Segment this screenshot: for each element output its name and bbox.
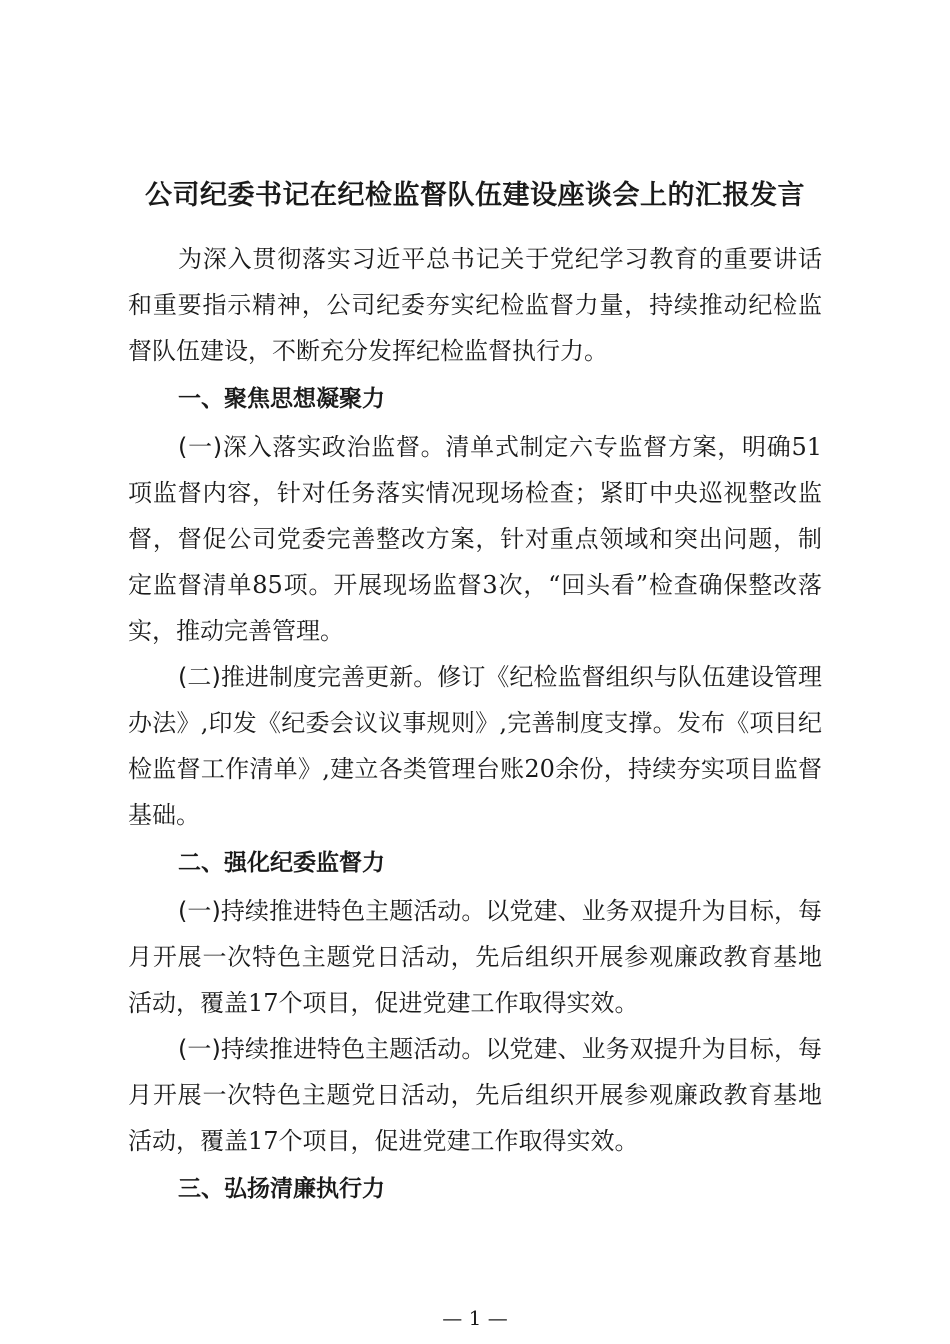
page-number: — 1 — <box>442 1306 508 1330</box>
document-title: 公司纪委书记在纪检监督队伍建设座谈会上的汇报发言 <box>145 180 805 211</box>
section-1-item-2 <box>128 654 822 838</box>
section-2-item-1 <box>128 888 822 1026</box>
item-lead: (一)深入落实政治监督。 <box>178 433 446 461</box>
item-text: 修订《纪检监督组织与队伍建设管理办法》,印发《纪委会议议事规则》,完善制度支撑。发布《项目纪检监督工作清单》,建立各类管理台账20余份，持续夯实项目监督基础。 <box>128 663 822 829</box>
intro-paragraph: 为深入贯彻落实习近平总书记关于党纪学习教育的重要讲话和重要指示精神，公司纪委夯实纪检监督力量，持续推动纪检监督队伍建设，不断充分发挥纪检监督执行力。 <box>128 245 822 365</box>
section-1-item-1 <box>128 424 822 654</box>
item-text: 清单式制定六专监督方案，明确51项监督内容，针对任务落实情况现场检查；紧盯中央巡视整改监督，督促公司党委完善整改方案，针对重点领域和突出问题，制定监督清单85项。开展现场监督3次，“回头看”检查确保整改落实，推动完善管理。 <box>128 433 822 645</box>
item-text: 以党建、业务双提升为目标，每月开展一次特色主题党日活动，先后组织开展参观廉政教育基地活动，覆盖17个项目，促进党建工作取得实效。 <box>128 897 822 1017</box>
item-lead: (二)推进制度完善更新。 <box>178 663 438 691</box>
item-lead: (一)持续推进特色主题活动。 <box>178 897 486 925</box>
section-heading-3: 三、弘扬清廉执行力 <box>178 1176 385 1202</box>
section-heading-2: 二、强化纪委监督力 <box>178 850 385 876</box>
section-heading-1: 一、聚焦思想凝聚力 <box>178 386 385 412</box>
document-body <box>128 236 822 1214</box>
section-2-item-2 <box>128 1026 822 1164</box>
item-text: 以党建、业务双提升为目标，每月开展一次特色主题党日活动，先后组织开展参观廉政教育基地活动，覆盖17个项目，促进党建工作取得实效。 <box>128 1035 822 1155</box>
item-lead: (一)持续推进特色主题活动。 <box>178 1035 486 1063</box>
